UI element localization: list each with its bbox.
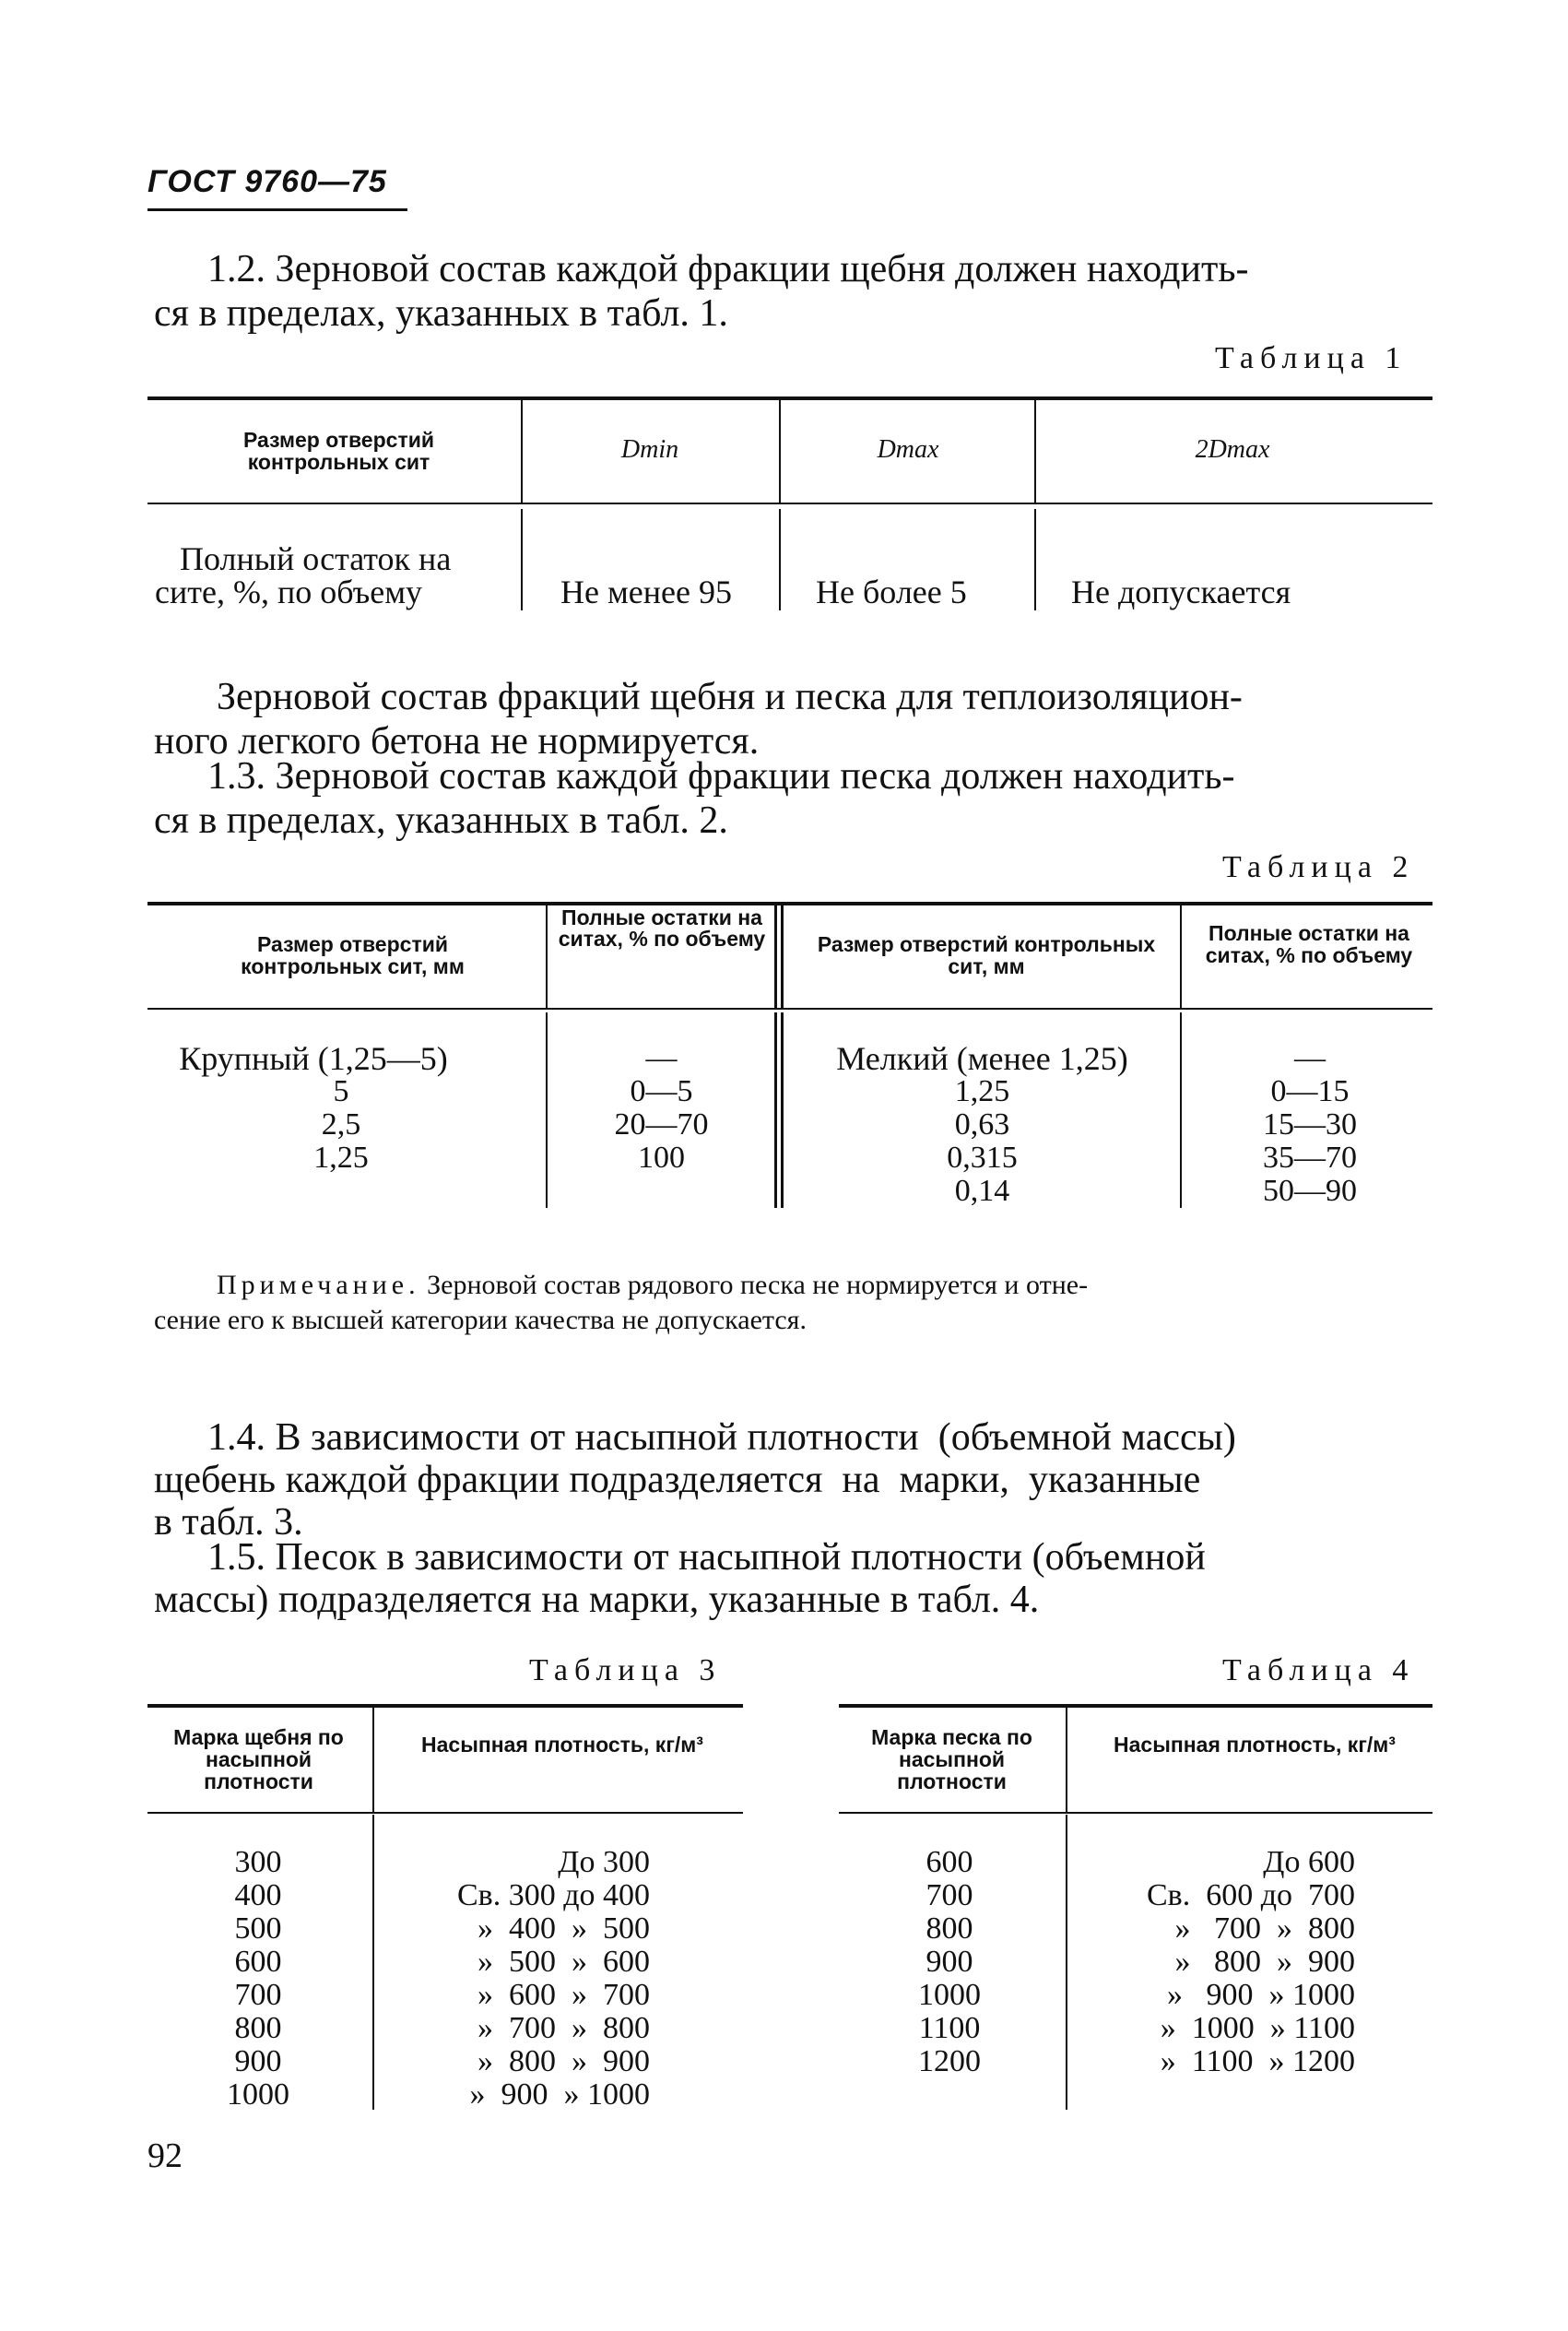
table-2-double-divider bbox=[774, 1012, 777, 1208]
table-1-divider bbox=[1034, 509, 1036, 610]
table-2-header-rule bbox=[147, 1008, 1432, 1010]
table-1-value-2max: Не допускается bbox=[1071, 574, 1291, 610]
table-2-right-size: 0,14 bbox=[954, 1174, 1010, 1208]
table-2-note-line-1 bbox=[217, 1268, 1088, 1303]
table-4-header-rule bbox=[839, 1812, 1432, 1814]
table-3-top-rule bbox=[147, 1704, 743, 1708]
table-3-densities bbox=[396, 1846, 650, 2112]
table-2-right-value: 0—15 bbox=[1270, 1074, 1350, 1108]
table-4-mark-cell: 1200 bbox=[918, 2044, 981, 2078]
table-4-mark-cell: 700 bbox=[925, 1878, 973, 1912]
table-3-divider bbox=[372, 1815, 374, 2110]
paragraph-1-4-line-1: 1.4. В зависимости от насыпной плотности (объемной массы) bbox=[207, 1416, 1236, 1459]
paragraph-1-4-line-2: щебень каждой фракции подразделяется на марки, указанные bbox=[154, 1459, 1201, 1501]
table-4-density-cell: » 800 » 900 bbox=[1174, 1945, 1355, 1979]
table-4-density-cell: Св. 600 до 700 bbox=[1146, 1878, 1355, 1912]
table-4-caption: Таблица 4 bbox=[1222, 1653, 1415, 1687]
table-2-right-size: 0,315 bbox=[947, 1141, 1018, 1175]
table-1-value-max: Не более 5 bbox=[816, 574, 967, 610]
table-3-mark-cell: 1000 bbox=[227, 2077, 289, 2112]
paragraph-1-2-line-2: ся в пределах, указанных в табл. 1. bbox=[154, 292, 728, 335]
table-4-density-cell: » 900 » 1000 bbox=[1167, 1978, 1355, 2012]
table-3-header-mark: Марка щебня по насыпной плотности bbox=[173, 1725, 344, 1793]
table-4-mark-cell: 800 bbox=[925, 1911, 973, 1946]
table-4-density-cell: До 600 bbox=[1263, 1845, 1355, 1879]
table-3-caption: Таблица 3 bbox=[529, 1653, 722, 1687]
table-2-divider bbox=[1180, 904, 1182, 1008]
table-3-divider bbox=[372, 1706, 374, 1812]
paragraph-1-3-line-2: ся в пределах, указанных в табл. 2. bbox=[154, 799, 728, 842]
table-4-mark-cell: 600 bbox=[925, 1845, 973, 1879]
table-2-header-sieve-left: Размер отверстий контрольных сит, мм bbox=[241, 932, 465, 978]
table-2-note-line-2: сение его к высшей категории качества не допускается. bbox=[154, 1305, 807, 1335]
table-1-top-rule bbox=[147, 396, 1432, 400]
table-2-left-size: 2,5 bbox=[321, 1107, 361, 1142]
table-3-density-cell: » 700 » 800 bbox=[477, 2011, 650, 2045]
table-2-right-size: 0,63 bbox=[954, 1107, 1010, 1142]
table-4-density-cell: » 700 » 800 bbox=[1174, 1911, 1355, 1946]
paragraph-1-4-line-3: в табл. 3. bbox=[154, 1501, 303, 1544]
table-2-double-divider bbox=[781, 904, 784, 1008]
table-2-right-value: — bbox=[1294, 1041, 1326, 1075]
table-2-right-value: 50—90 bbox=[1263, 1174, 1357, 1208]
table-4-header-density: Насыпная плотность, кг/м³ bbox=[1114, 1733, 1396, 1757]
table-2-divider bbox=[546, 1012, 548, 1208]
table-4-header-mark: Марка песка по насыпной плотности bbox=[871, 1725, 1032, 1793]
table-2-right-value: 35—70 bbox=[1263, 1141, 1357, 1175]
table-3-mark-cell: 800 bbox=[234, 2011, 282, 2045]
table-4-densities bbox=[1088, 1846, 1355, 2078]
table-4-divider bbox=[1066, 1706, 1067, 1812]
table-4-marks bbox=[867, 1846, 1032, 2078]
table-4-density-cell: » 1000 » 1100 bbox=[1160, 2011, 1355, 2045]
table-2-left-value: — bbox=[645, 1041, 678, 1075]
table-1-header-sieve: Размер отверстий контрольных сит bbox=[243, 428, 434, 474]
paragraph-1-5-line-2: массы) подразделяется на марки, указанные в табл. 4. bbox=[154, 1579, 1040, 1621]
table-1-divider bbox=[779, 398, 781, 503]
table-4-mark-cell: 900 bbox=[925, 1945, 973, 1979]
table-1-row-label-line-1: Полный остаток на bbox=[180, 540, 452, 577]
note-text: Зерновой состав рядового песка не нормируется и отне- bbox=[419, 1270, 1089, 1300]
table-3-density-cell: » 900 » 1000 bbox=[469, 2077, 650, 2112]
table-1-value-min: Не менее 95 bbox=[560, 574, 732, 610]
table-3-mark-cell: 300 bbox=[234, 1845, 282, 1879]
table-3-density-cell: Св. 300 до 400 bbox=[456, 1878, 650, 1912]
table-3-marks bbox=[175, 1846, 341, 2112]
table-3-density-cell: » 600 » 700 bbox=[477, 1978, 650, 2012]
table-2-divider bbox=[1180, 1012, 1182, 1208]
table-3-header-rule bbox=[147, 1812, 743, 1814]
table-3-density-cell: » 500 » 600 bbox=[477, 1945, 650, 1979]
document-header: ГОСТ 9760—75 bbox=[147, 164, 387, 199]
table-2-left-value: 20—70 bbox=[614, 1107, 709, 1142]
paragraph-note-line-1: Зерновой состав фракций щебня и песка для теплоизоляцион- bbox=[217, 676, 1243, 718]
table-2-divider bbox=[546, 904, 548, 1008]
table-1-divider bbox=[1034, 398, 1036, 503]
table-1-row-label-line-2: сите, %, по объему bbox=[155, 574, 423, 610]
table-2-left-value: 100 bbox=[638, 1141, 685, 1175]
table-2-double-divider bbox=[781, 1012, 784, 1208]
page-number: 92 bbox=[147, 2136, 183, 2175]
table-2-right-size: 1,25 bbox=[954, 1074, 1010, 1108]
table-2-caption: Таблица 2 bbox=[1222, 850, 1415, 884]
table-3-mark-cell: 400 bbox=[234, 1878, 282, 1912]
table-2-header-sieve-right: Размер отверстий контрольных сит, мм bbox=[817, 932, 1156, 978]
table-3-density-cell: » 800 » 900 bbox=[477, 2044, 650, 2078]
table-1-header-dmin: Dmin bbox=[620, 435, 679, 464]
table-4-mark-cell: 1000 bbox=[918, 1978, 981, 2012]
table-4-mark-cell: 1100 bbox=[918, 2011, 981, 2045]
header-rule bbox=[147, 208, 407, 211]
table-2-header-residue-right: Полные остатки на ситах, % по объему bbox=[1205, 921, 1413, 967]
table-1-header-rule bbox=[147, 503, 1432, 504]
paragraph-1-5-line-1: 1.5. Песок в зависимости от насыпной плотности (объемной bbox=[207, 1536, 1206, 1579]
table-3-mark-cell: 500 bbox=[234, 1911, 282, 1946]
table-1-header-2dmax: 2Dmax bbox=[1195, 435, 1270, 464]
table-1-divider bbox=[521, 509, 523, 610]
table-2-left-size: 1,25 bbox=[313, 1141, 369, 1175]
table-1-caption: Таблица 1 bbox=[1215, 341, 1408, 375]
table-2-double-divider bbox=[774, 904, 777, 1008]
table-3-mark-cell: 600 bbox=[234, 1945, 282, 1979]
table-4-top-rule bbox=[839, 1704, 1432, 1708]
table-3-density-cell: » 400 » 500 bbox=[477, 1911, 650, 1946]
table-2-left-size: 5 bbox=[333, 1074, 349, 1108]
table-1-divider bbox=[779, 509, 781, 610]
note-label: Примечание. bbox=[217, 1270, 420, 1300]
table-2-header-residue-left: Полные остатки на ситах, % по объему bbox=[558, 905, 766, 951]
table-2-left-value: 0—5 bbox=[630, 1074, 693, 1108]
table-1-header-dmax: Dmax bbox=[877, 435, 939, 464]
table-2-right-size: Мелкий (менее 1,25) bbox=[836, 1040, 1128, 1077]
table-3-mark-cell: 900 bbox=[234, 2044, 282, 2078]
table-2-top-rule bbox=[147, 902, 1432, 905]
table-3-header-density: Насыпная плотность, кг/м³ bbox=[421, 1733, 703, 1757]
table-2-left-size: Крупный (1,25—5) bbox=[179, 1040, 448, 1077]
table-4-density-cell: » 1100 » 1200 bbox=[1160, 2044, 1355, 2078]
paragraph-1-3-line-1: 1.3. Зерновой состав каждой фракции песка должен находить- bbox=[207, 755, 1235, 798]
table-1-divider bbox=[521, 398, 523, 503]
table-3-density-cell: До 300 bbox=[558, 1845, 650, 1879]
paragraph-1-2-line-1: 1.2. Зерновой состав каждой фракции щебня должен находить- bbox=[207, 248, 1249, 290]
paragraph-note-line-2: ного легкого бетона не нормируется. bbox=[154, 720, 760, 763]
table-2-right-value: 15—30 bbox=[1263, 1107, 1357, 1142]
table-4-divider bbox=[1066, 1815, 1067, 2110]
table-3-mark-cell: 700 bbox=[234, 1978, 282, 2012]
